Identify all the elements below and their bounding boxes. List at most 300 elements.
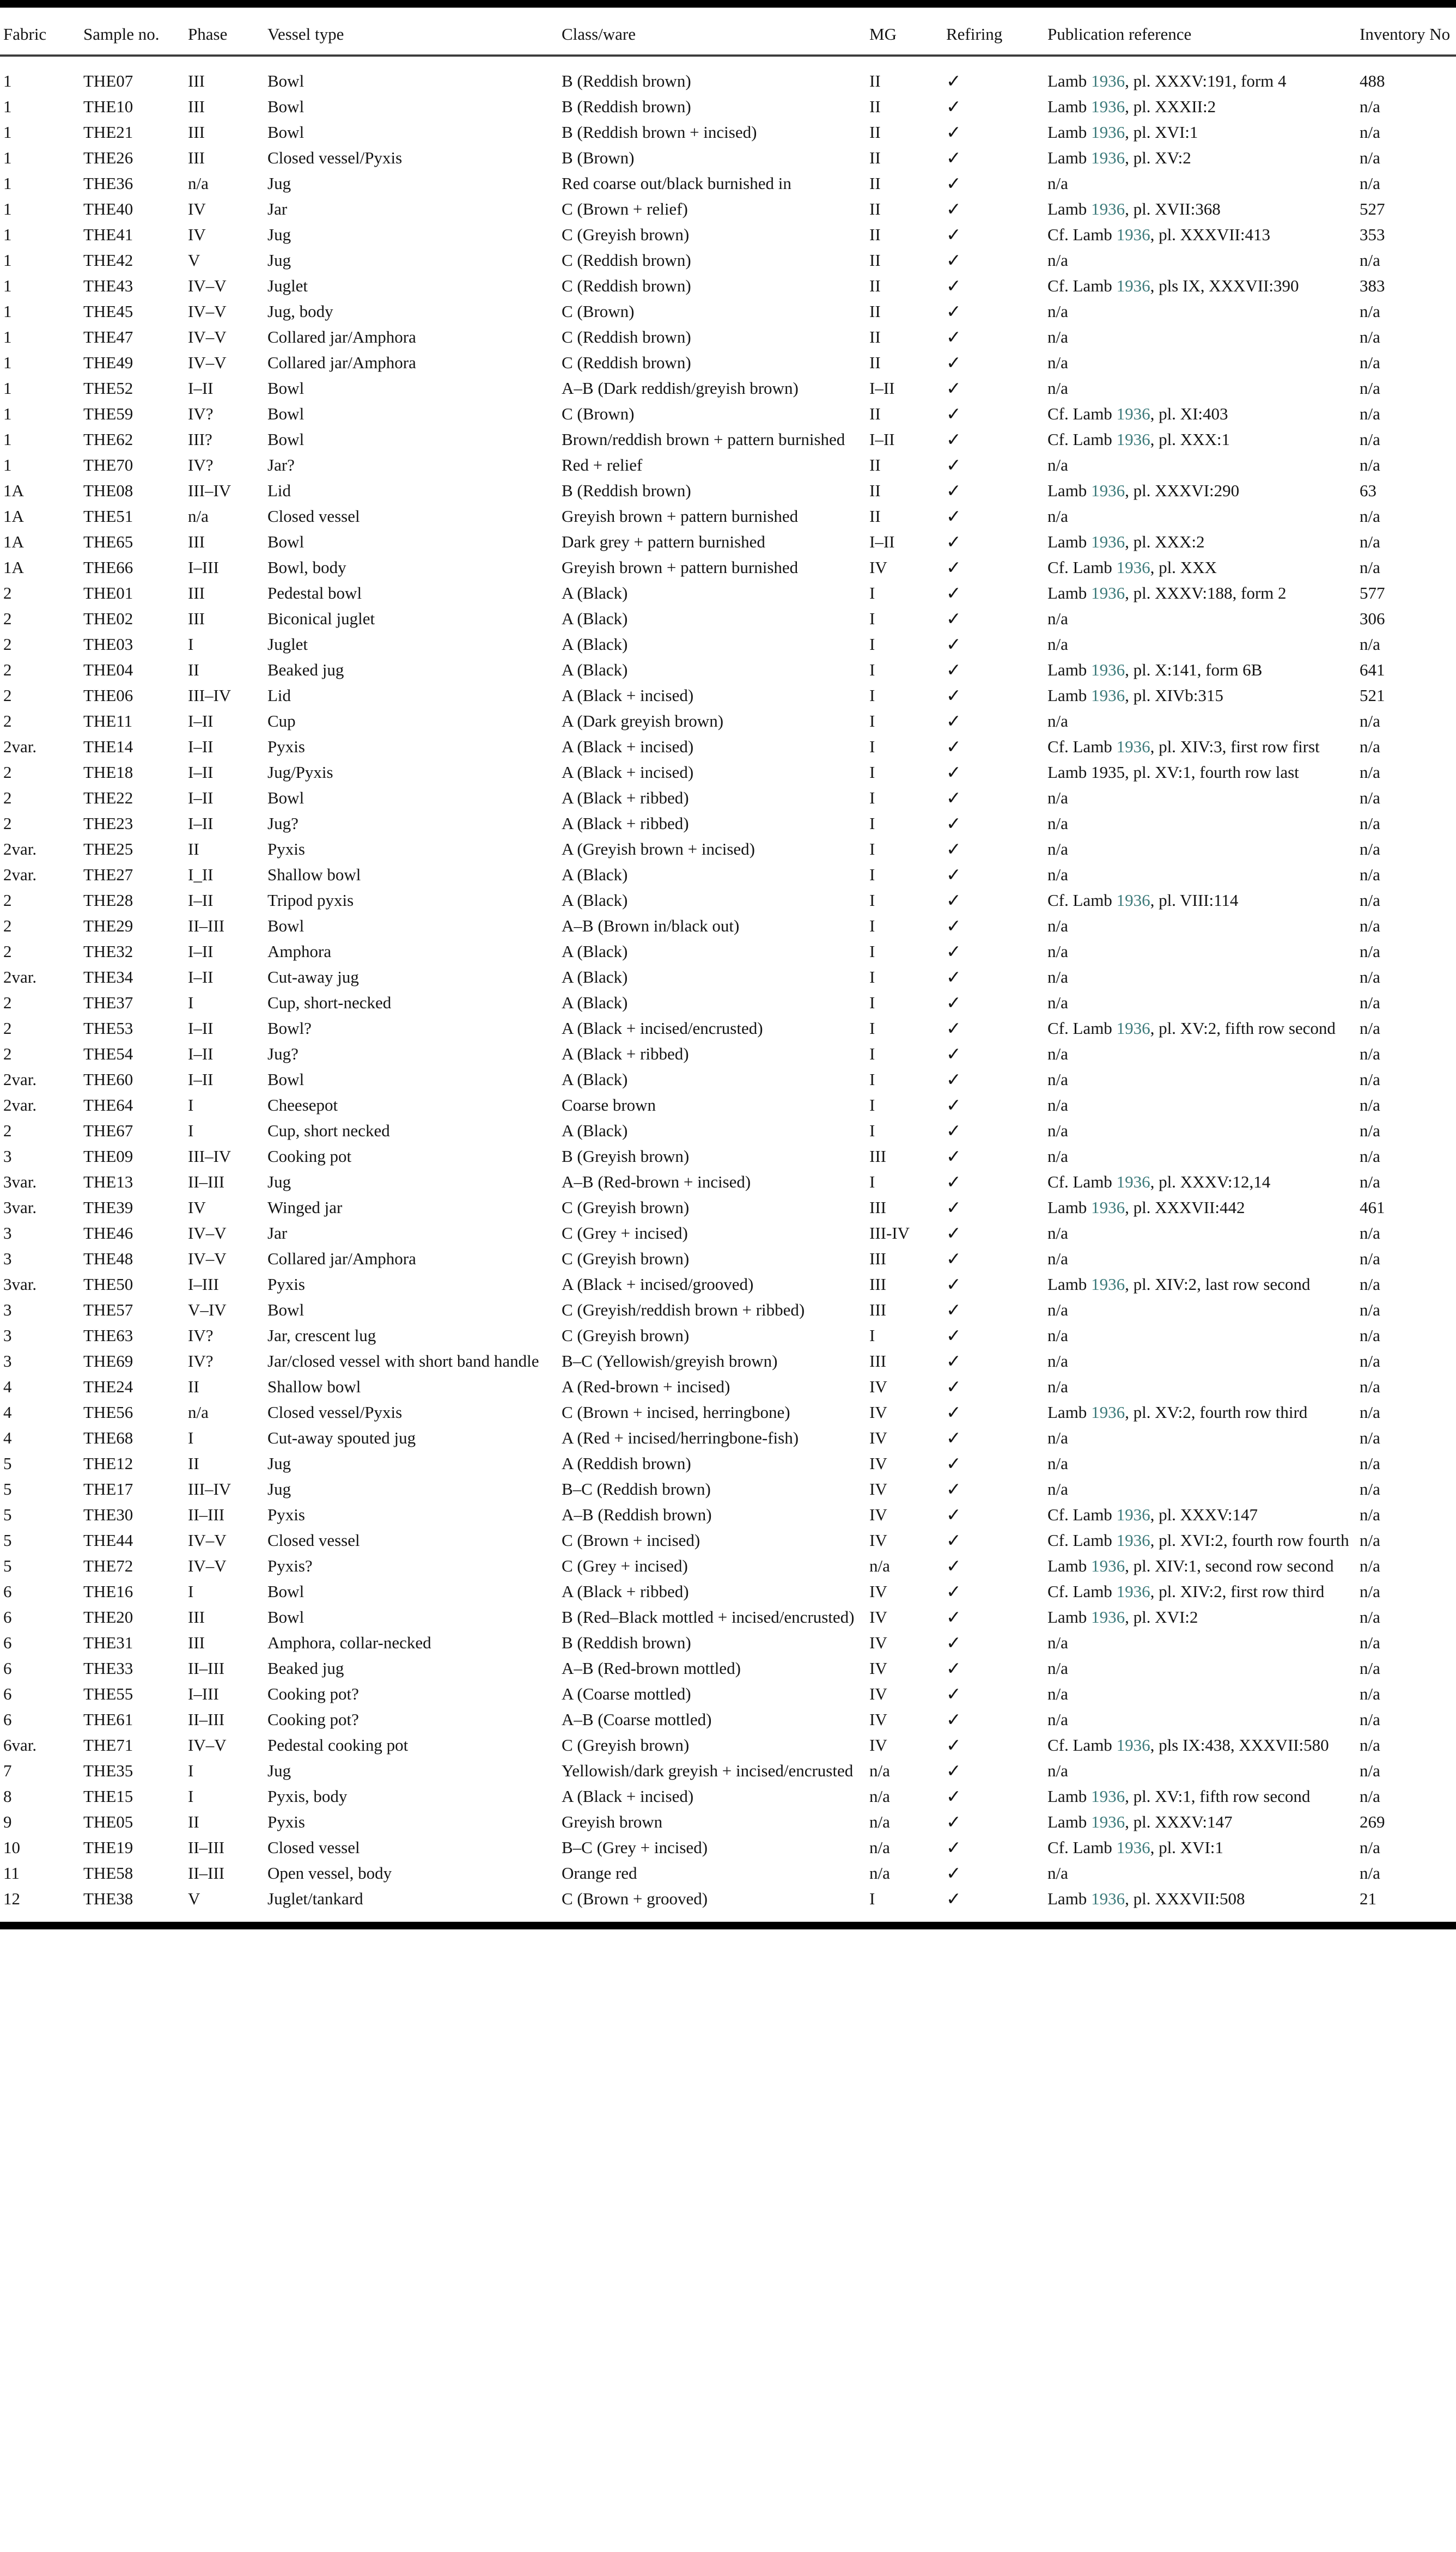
refiring-checkmark-icon: ✓ <box>946 249 961 271</box>
reference-year-link[interactable]: 1936 <box>1091 1889 1125 1908</box>
table-row <box>0 1272 1456 1298</box>
table-row <box>0 606 1456 632</box>
cell-inv <box>1360 325 1456 350</box>
reference-text: Cf. Lamb <box>1047 558 1117 577</box>
cell-vessel <box>267 1758 562 1784</box>
cell-text <box>946 785 1047 811</box>
reference-year-link[interactable]: 1936 <box>1091 686 1125 705</box>
cell-text: Lamb 1935, pl. XV:1, fourth row last <box>1047 763 1299 782</box>
cell-mg <box>869 350 946 376</box>
cell-text: Shallow bowl <box>267 1377 361 1396</box>
cell-mg <box>869 1528 946 1554</box>
cell-text: THE43 <box>83 276 133 295</box>
cell-sample <box>83 197 188 222</box>
cell-text: A (Black + incised) <box>562 737 694 756</box>
cell-phase <box>188 606 267 632</box>
cell-text: 3var. <box>3 1198 37 1217</box>
cell-sample <box>83 1041 188 1067</box>
cell-refiring <box>946 453 1047 478</box>
cell-text: A (Black + ribbed) <box>562 1582 689 1601</box>
column-header-refiring <box>946 22 1047 56</box>
cell-text: II <box>188 1812 199 1831</box>
cell-text <box>946 965 1047 990</box>
cell-phase <box>188 1349 267 1374</box>
cell-text: A (Greyish brown + incised) <box>562 839 755 858</box>
table-row <box>0 1579 1456 1605</box>
cell-text: n/a <box>1360 1659 1380 1678</box>
refiring-checkmark-icon: ✓ <box>946 1581 961 1602</box>
cell-fabric <box>0 1477 83 1502</box>
cell-text: 641 <box>1360 660 1385 679</box>
cell-text: n/a <box>1360 1121 1380 1140</box>
cell-text: IV–V <box>188 1735 227 1755</box>
reference-year-link[interactable]: 1936 <box>1116 225 1150 244</box>
refiring-checkmark-icon: ✓ <box>946 1376 961 1397</box>
cell-text: n/a <box>1047 1147 1068 1166</box>
cell-vessel <box>267 427 562 453</box>
cell-fabric <box>0 1144 83 1170</box>
cell-text: Pyxis, body <box>267 1787 348 1806</box>
cell-phase <box>188 1093 267 1118</box>
refiring-checkmark-icon: ✓ <box>946 403 961 424</box>
cell-ref <box>1047 760 1360 785</box>
cell-text: 1 <box>3 174 12 193</box>
cell-text: III-IV <box>869 1223 910 1242</box>
reference-year-link[interactable]: 1936 <box>1091 583 1125 602</box>
cell-sample <box>83 965 188 990</box>
cell-text: n/a <box>1047 1454 1068 1473</box>
cell-text: Collared jar/Amphora <box>267 327 416 346</box>
cell-fabric <box>0 529 83 555</box>
cell-refiring <box>946 632 1047 657</box>
table-row <box>0 401 1456 427</box>
refiring-checkmark-icon: ✓ <box>946 838 961 860</box>
cell-text <box>946 760 1047 785</box>
reference-text: , pl. XVI:2, fourth row fourth <box>1150 1531 1349 1550</box>
cell-text: n/a <box>1360 1326 1380 1345</box>
table-row <box>0 837 1456 862</box>
cell-inv <box>1360 837 1456 862</box>
cell-inv <box>1360 1656 1456 1682</box>
cell-text: Shallow bowl <box>267 865 361 884</box>
table-row <box>0 913 1456 939</box>
cell-fabric <box>0 1528 83 1554</box>
cell-text: 383 <box>1360 276 1385 295</box>
cell-mg <box>869 734 946 760</box>
cell-mg <box>869 145 946 171</box>
table-row <box>0 862 1456 888</box>
cell-text: 1 <box>3 276 12 295</box>
reference-text: , pl. XXXV:147 <box>1125 1812 1233 1831</box>
column-header-phase <box>188 22 267 56</box>
table-row <box>0 581 1456 606</box>
cell-text: I–III <box>188 1684 219 1703</box>
cell-vessel <box>267 1810 562 1835</box>
reference-text: Lamb <box>1047 1403 1092 1422</box>
cell-text: 521 <box>1360 686 1385 705</box>
cell-text: I <box>188 1428 194 1447</box>
reference-year-link[interactable]: 1936 <box>1116 558 1150 577</box>
cell-text: II <box>869 481 881 500</box>
cell-text: A–B (Coarse mottled) <box>562 1710 712 1729</box>
refiring-checkmark-icon: ✓ <box>946 1146 961 1167</box>
cell-text: n/a <box>1360 174 1380 193</box>
cell-text: Greyish brown + pattern burnished <box>562 507 799 526</box>
cell-text: I <box>869 763 875 782</box>
cell-text: III <box>869 1275 886 1294</box>
cell-ref <box>1047 273 1360 299</box>
cell-ref <box>1047 427 1360 453</box>
refiring-checkmark-icon: ✓ <box>946 1555 961 1576</box>
cell-text: A–B (Reddish brown) <box>562 1505 712 1524</box>
refiring-checkmark-icon: ✓ <box>946 454 961 476</box>
cell-text: 527 <box>1360 199 1385 218</box>
reference-year-link[interactable]: 1936 <box>1116 1735 1150 1755</box>
cell-classware <box>562 171 869 197</box>
cell-ref <box>1047 734 1360 760</box>
cell-text: n/a <box>1360 1300 1380 1319</box>
cell-text: n/a <box>1047 1684 1068 1703</box>
reference-text: Cf. Lamb <box>1047 404 1117 423</box>
cell-text: A–B (Red-brown mottled) <box>562 1659 741 1678</box>
cell-text: Beaked jug <box>267 1659 344 1678</box>
cell-text: n/a <box>1360 788 1380 807</box>
reference-text: , pls IX:438, XXXVII:580 <box>1150 1735 1329 1755</box>
reference-year-link[interactable]: 1936 <box>1091 148 1125 167</box>
cell-text: Cut-away jug <box>267 967 359 986</box>
cell-text <box>946 94 1047 120</box>
cell-vessel <box>267 1784 562 1810</box>
cell-inv <box>1360 1758 1456 1784</box>
cell-text: THE39 <box>83 1198 133 1217</box>
column-header-ref <box>1047 22 1360 56</box>
cell-text: III <box>869 1249 886 1268</box>
cell-text <box>946 1835 1047 1861</box>
reference-year-link[interactable]: 1936 <box>1091 123 1125 142</box>
cell-vessel <box>267 862 562 888</box>
table-row <box>0 1400 1456 1426</box>
cell-refiring <box>946 1246 1047 1272</box>
column-header-label: Inventory No <box>1360 25 1451 44</box>
cell-text: 21 <box>1360 1889 1376 1908</box>
cell-classware <box>562 453 869 478</box>
table-row <box>0 760 1456 785</box>
reference-text: Cf. Lamb <box>1047 1531 1117 1550</box>
reference-year-link[interactable]: 1936 <box>1116 1505 1150 1524</box>
cell-mg <box>869 1451 946 1477</box>
cell-text: Orange red <box>562 1863 637 1883</box>
cell-text <box>1047 1195 1360 1220</box>
cell-text: n/a <box>1047 1351 1068 1371</box>
cell-text: 4 <box>3 1377 12 1396</box>
reference-year-link[interactable]: 1936 <box>1116 1172 1150 1191</box>
cell-mg <box>869 529 946 555</box>
refiring-checkmark-icon: ✓ <box>946 1632 961 1653</box>
cell-text: C (Greyish brown) <box>562 1735 690 1755</box>
reference-text: , pl. XXXV:147 <box>1150 1505 1258 1524</box>
cell-classware <box>562 248 869 273</box>
cell-text: Pyxis <box>267 737 305 756</box>
cell-mg <box>869 248 946 273</box>
cell-text: n/a <box>1047 1761 1068 1780</box>
cell-classware <box>562 376 869 401</box>
refiring-checkmark-icon: ✓ <box>946 70 961 92</box>
table-row <box>0 529 1456 555</box>
cell-text: III <box>869 1198 886 1217</box>
cell-text: I <box>188 635 194 654</box>
cell-sample <box>83 325 188 350</box>
cell-text: 8 <box>3 1787 12 1806</box>
cell-sample <box>83 273 188 299</box>
cell-fabric <box>0 1298 83 1323</box>
cell-text <box>1047 1528 1360 1553</box>
refiring-checkmark-icon: ✓ <box>946 1299 961 1320</box>
reference-year-link[interactable]: 1936 <box>1091 1787 1125 1806</box>
cell-vessel <box>267 1554 562 1579</box>
cell-text: 4 <box>3 1403 12 1422</box>
cell-text: IV <box>188 1198 206 1217</box>
cell-refiring <box>946 1349 1047 1374</box>
cell-text: Cooking pot? <box>267 1710 359 1729</box>
reference-year-link[interactable]: 1936 <box>1091 481 1125 500</box>
cell-refiring <box>946 299 1047 325</box>
cell-text: Bowl <box>267 430 304 449</box>
cell-ref <box>1047 1758 1360 1784</box>
cell-text: 2 <box>3 660 12 679</box>
cell-text: C (Greyish brown) <box>562 1249 690 1268</box>
cell-vessel <box>267 1477 562 1502</box>
cell-mg <box>869 1221 946 1246</box>
refiring-checkmark-icon: ✓ <box>946 173 961 194</box>
cell-text: B (Red–Black mottled + incised/encrusted) <box>562 1607 855 1627</box>
cell-vessel <box>267 1707 562 1733</box>
cell-sample <box>83 785 188 811</box>
reference-text: , pl. VIII:114 <box>1150 891 1239 910</box>
cell-ref <box>1047 120 1360 145</box>
cell-phase <box>188 504 267 529</box>
cell-refiring <box>946 145 1047 171</box>
cell-text: 2 <box>3 1019 12 1038</box>
table-row <box>0 990 1456 1016</box>
refiring-checkmark-icon: ✓ <box>946 275 961 296</box>
cell-ref <box>1047 171 1360 197</box>
cell-fabric <box>0 94 83 120</box>
cell-text: I <box>869 1172 875 1191</box>
cell-sample <box>83 1810 188 1835</box>
reference-text: Lamb <box>1047 1556 1092 1575</box>
cell-text: Winged jar <box>267 1198 343 1217</box>
cell-text: THE40 <box>83 199 133 218</box>
cell-refiring <box>946 94 1047 120</box>
cell-classware <box>562 120 869 145</box>
cell-classware <box>562 1605 869 1630</box>
cell-text: I <box>188 1095 194 1114</box>
cell-refiring <box>946 1707 1047 1733</box>
cell-text: Pedestal cooking pot <box>267 1735 409 1755</box>
reference-year-link[interactable]: 1936 <box>1091 1812 1125 1831</box>
cell-inv <box>1360 785 1456 811</box>
cell-vessel <box>267 197 562 222</box>
reference-year-link[interactable]: 1936 <box>1091 1403 1125 1422</box>
cell-text <box>1047 1835 1360 1860</box>
cell-refiring <box>946 990 1047 1016</box>
cell-text: THE25 <box>83 839 133 858</box>
cell-text: I <box>869 711 875 730</box>
cell-phase <box>188 1067 267 1093</box>
reference-year-link[interactable]: 1936 <box>1116 404 1150 423</box>
cell-inv <box>1360 478 1456 504</box>
reference-text: , pl. XXXVII:442 <box>1125 1198 1245 1217</box>
cell-sample <box>83 1118 188 1144</box>
cell-text <box>946 1656 1047 1682</box>
cell-mg <box>869 606 946 632</box>
cell-text: C (Brown) <box>562 302 635 321</box>
cell-text: n/a <box>1360 1377 1380 1396</box>
cell-phase <box>188 888 267 913</box>
cell-text: THE52 <box>83 379 133 398</box>
table-row <box>0 1195 1456 1221</box>
cell-text: II <box>869 327 881 346</box>
cell-text: THE54 <box>83 1044 133 1063</box>
cell-phase <box>188 709 267 734</box>
cell-text: B (Reddish brown) <box>562 1633 691 1652</box>
cell-text: 12 <box>3 1889 20 1908</box>
cell-text: A (Black) <box>562 1070 628 1089</box>
refiring-checkmark-icon: ✓ <box>946 1862 961 1884</box>
reference-text: Lamb <box>1047 1607 1092 1627</box>
cell-phase <box>188 1400 267 1426</box>
cell-text <box>1047 120 1360 145</box>
cell-inv <box>1360 657 1456 683</box>
cell-fabric <box>0 299 83 325</box>
cell-text: I <box>869 993 875 1012</box>
cell-text: A (Black + ribbed) <box>562 788 689 807</box>
cell-text: II <box>869 199 881 218</box>
cell-inv <box>1360 990 1456 1016</box>
reference-year-link[interactable]: 1936 <box>1091 532 1125 551</box>
cell-mg <box>869 939 946 965</box>
cell-mg <box>869 1886 946 1912</box>
cell-ref <box>1047 1784 1360 1810</box>
reference-year-link[interactable]: 1936 <box>1116 430 1150 449</box>
reference-year-link[interactable]: 1936 <box>1116 276 1150 295</box>
reference-year-link[interactable]: 1936 <box>1091 1198 1125 1217</box>
cell-fabric <box>0 1835 83 1861</box>
reference-year-link[interactable]: 1936 <box>1091 1556 1125 1575</box>
reference-year-link[interactable]: 1936 <box>1091 71 1125 90</box>
cell-text: I–II <box>869 532 895 551</box>
reference-year-link[interactable]: 1936 <box>1091 1607 1125 1627</box>
cell-refiring <box>946 1016 1047 1041</box>
cell-vessel <box>267 1323 562 1349</box>
cell-mg <box>869 965 946 990</box>
cell-inv <box>1360 1630 1456 1656</box>
cell-text <box>946 811 1047 837</box>
cell-text <box>946 1170 1047 1195</box>
cell-text: n/a <box>1360 532 1380 551</box>
cell-mg <box>869 478 946 504</box>
reference-year-link[interactable]: 1936 <box>1116 891 1150 910</box>
cell-vessel <box>267 1374 562 1400</box>
cell-classware <box>562 1554 869 1579</box>
reference-year-link[interactable]: 1936 <box>1091 1275 1125 1294</box>
cell-text: n/a <box>1360 993 1380 1012</box>
refiring-checkmark-icon: ✓ <box>946 1760 961 1781</box>
reference-year-link[interactable]: 1936 <box>1116 737 1150 756</box>
refiring-checkmark-icon: ✓ <box>946 1683 961 1704</box>
reference-year-link[interactable]: 1936 <box>1116 1019 1150 1038</box>
cell-text <box>1047 1554 1360 1579</box>
cell-text: n/a <box>1047 1659 1068 1678</box>
cell-fabric <box>0 171 83 197</box>
cell-sample <box>83 145 188 171</box>
reference-year-link[interactable]: 1936 <box>1091 199 1125 218</box>
cell-phase <box>188 1886 267 1912</box>
cell-mg <box>869 990 946 1016</box>
cell-classware <box>562 862 869 888</box>
reference-year-link[interactable]: 1936 <box>1116 1582 1150 1601</box>
cell-text <box>1047 1016 1360 1041</box>
cell-text: 2 <box>3 686 12 705</box>
cell-text: 2var. <box>3 839 37 858</box>
reference-year-link[interactable]: 1936 <box>1091 660 1125 679</box>
cell-fabric <box>0 1426 83 1451</box>
refiring-checkmark-icon: ✓ <box>946 966 961 988</box>
reference-text: Cf. Lamb <box>1047 1172 1117 1191</box>
reference-year-link[interactable]: 1936 <box>1091 97 1125 116</box>
cell-fabric <box>0 1682 83 1707</box>
cell-classware <box>562 1144 869 1170</box>
reference-text: Lamb <box>1047 1275 1092 1294</box>
cell-inv <box>1360 504 1456 529</box>
refiring-checkmark-icon: ✓ <box>946 1350 961 1372</box>
cell-text: 2var. <box>3 865 37 884</box>
cell-text: II–III <box>188 1838 225 1857</box>
cell-text: THE33 <box>83 1659 133 1678</box>
cell-text: II <box>188 1377 199 1396</box>
cell-ref <box>1047 197 1360 222</box>
cell-sample <box>83 350 188 376</box>
cell-text: n/a <box>1047 916 1068 935</box>
cell-inv <box>1360 1605 1456 1630</box>
cell-phase <box>188 94 267 120</box>
cell-text: A (Black + incised/grooved) <box>562 1275 754 1294</box>
cell-text: III–IV <box>188 1147 232 1166</box>
reference-year-link[interactable]: 1936 <box>1116 1531 1150 1550</box>
refiring-checkmark-icon: ✓ <box>946 147 961 168</box>
cell-inv <box>1360 1682 1456 1707</box>
cell-phase <box>188 657 267 683</box>
cell-text: 2 <box>3 942 12 961</box>
reference-year-link[interactable]: 1936 <box>1116 1838 1150 1857</box>
cell-ref <box>1047 56 1360 94</box>
table-row <box>0 56 1456 94</box>
cell-text: THE44 <box>83 1531 133 1550</box>
cell-phase <box>188 478 267 504</box>
cell-refiring <box>946 1041 1047 1067</box>
cell-text: I–II <box>869 430 895 449</box>
cell-vessel <box>267 785 562 811</box>
cell-fabric <box>0 1118 83 1144</box>
refiring-checkmark-icon: ✓ <box>946 1786 961 1807</box>
cell-text: n/a <box>1360 1070 1380 1089</box>
table-row <box>0 1707 1456 1733</box>
cell-text: THE38 <box>83 1889 133 1908</box>
cell-text <box>946 427 1047 453</box>
cell-text <box>946 990 1047 1016</box>
cell-ref <box>1047 1886 1360 1912</box>
cell-text: 3 <box>3 1249 12 1268</box>
